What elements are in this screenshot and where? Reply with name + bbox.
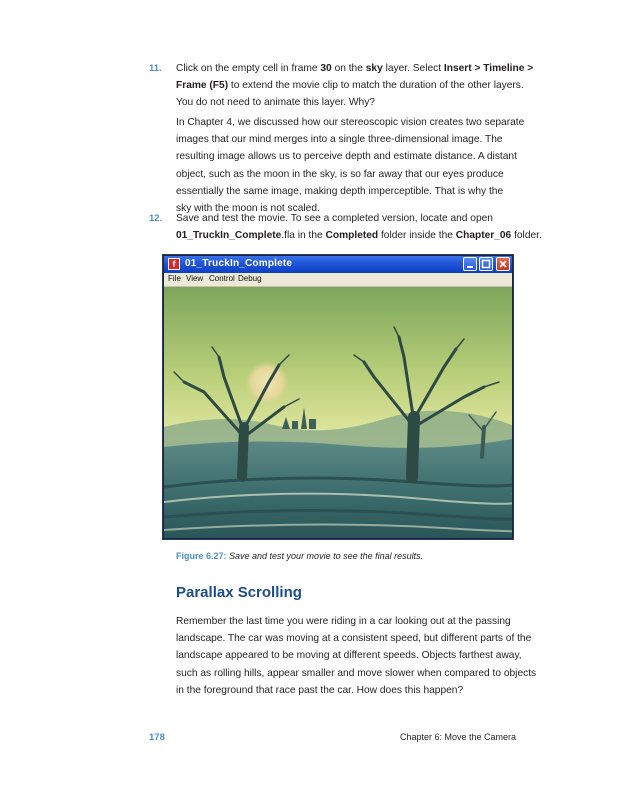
parallax-paragraph: Remember the last time you were riding in a car looking out at the passing landscape. The car was moving at a consistent speed, but different parts of the landscape appeared to be moving at different speeds. Objects farthest away, such as rolling hills, appear smaller and move slower when compared to objects in the foreground that race past the car. How does this happen?	[176, 616, 537, 696]
menu-control[interactable]: Control	[209, 274, 235, 283]
close-button[interactable]	[496, 257, 510, 271]
step-12-line-2: 01_TruckIn_Complete.fla in the Completed folder inside the Chapter_06 folder.	[176, 230, 542, 241]
movie-stage	[164, 287, 512, 538]
step-11-line-3: You do not need to animate this layer. Why?	[176, 97, 375, 108]
maximize-button[interactable]	[479, 257, 493, 271]
close-icon	[497, 258, 509, 270]
menu-bar	[164, 273, 512, 287]
step-12-number: 12.	[149, 213, 163, 224]
page-number: 178	[149, 732, 165, 743]
landscape-illustration	[164, 287, 512, 538]
step-11-line-1: Click on the empty cell in frame 30 on the sky layer. Select Insert > Timeline >	[176, 63, 534, 74]
chapter-footer: Chapter 6: Move the Camera	[399, 732, 516, 742]
step-11-number: 11.	[149, 63, 162, 74]
chapter4-paragraph: In Chapter 4, we discussed how our stereoscopic vision creates two separate images that our mind merges into a single three-dimensional image. The resulting image allows us to perceive depth and estimate distance. A distant object, such as the moon in the sky, is so far away that our eyes produce essentially the same image, making depth imperceptible. That is why the sky with the moon is not scaled.	[176, 117, 525, 215]
step-12-line-1: Save and test the movie. To see a completed version, locate and open	[176, 213, 493, 224]
flash-app-icon: f	[168, 258, 180, 270]
title-bar[interactable]	[164, 256, 512, 273]
figure-caption: Figure 6.27: Save and test your movie to see the final results.	[176, 551, 424, 561]
window-title: 01_TruckIn_Complete	[185, 258, 293, 269]
minimize-button[interactable]	[463, 257, 477, 271]
menu-view[interactable]: View	[186, 274, 204, 283]
step-11-line-2: Frame (F5) to extend the movie clip to match the duration of the other layers.	[176, 80, 524, 91]
minimize-icon	[464, 258, 476, 270]
menu-debug[interactable]: Debug	[238, 274, 262, 283]
flash-player-window	[162, 254, 514, 540]
menu-file[interactable]: File	[168, 274, 181, 283]
figure-label: Figure 6.27:	[176, 551, 227, 561]
maximize-icon	[480, 258, 492, 270]
section-heading: Parallax Scrolling	[176, 584, 302, 601]
